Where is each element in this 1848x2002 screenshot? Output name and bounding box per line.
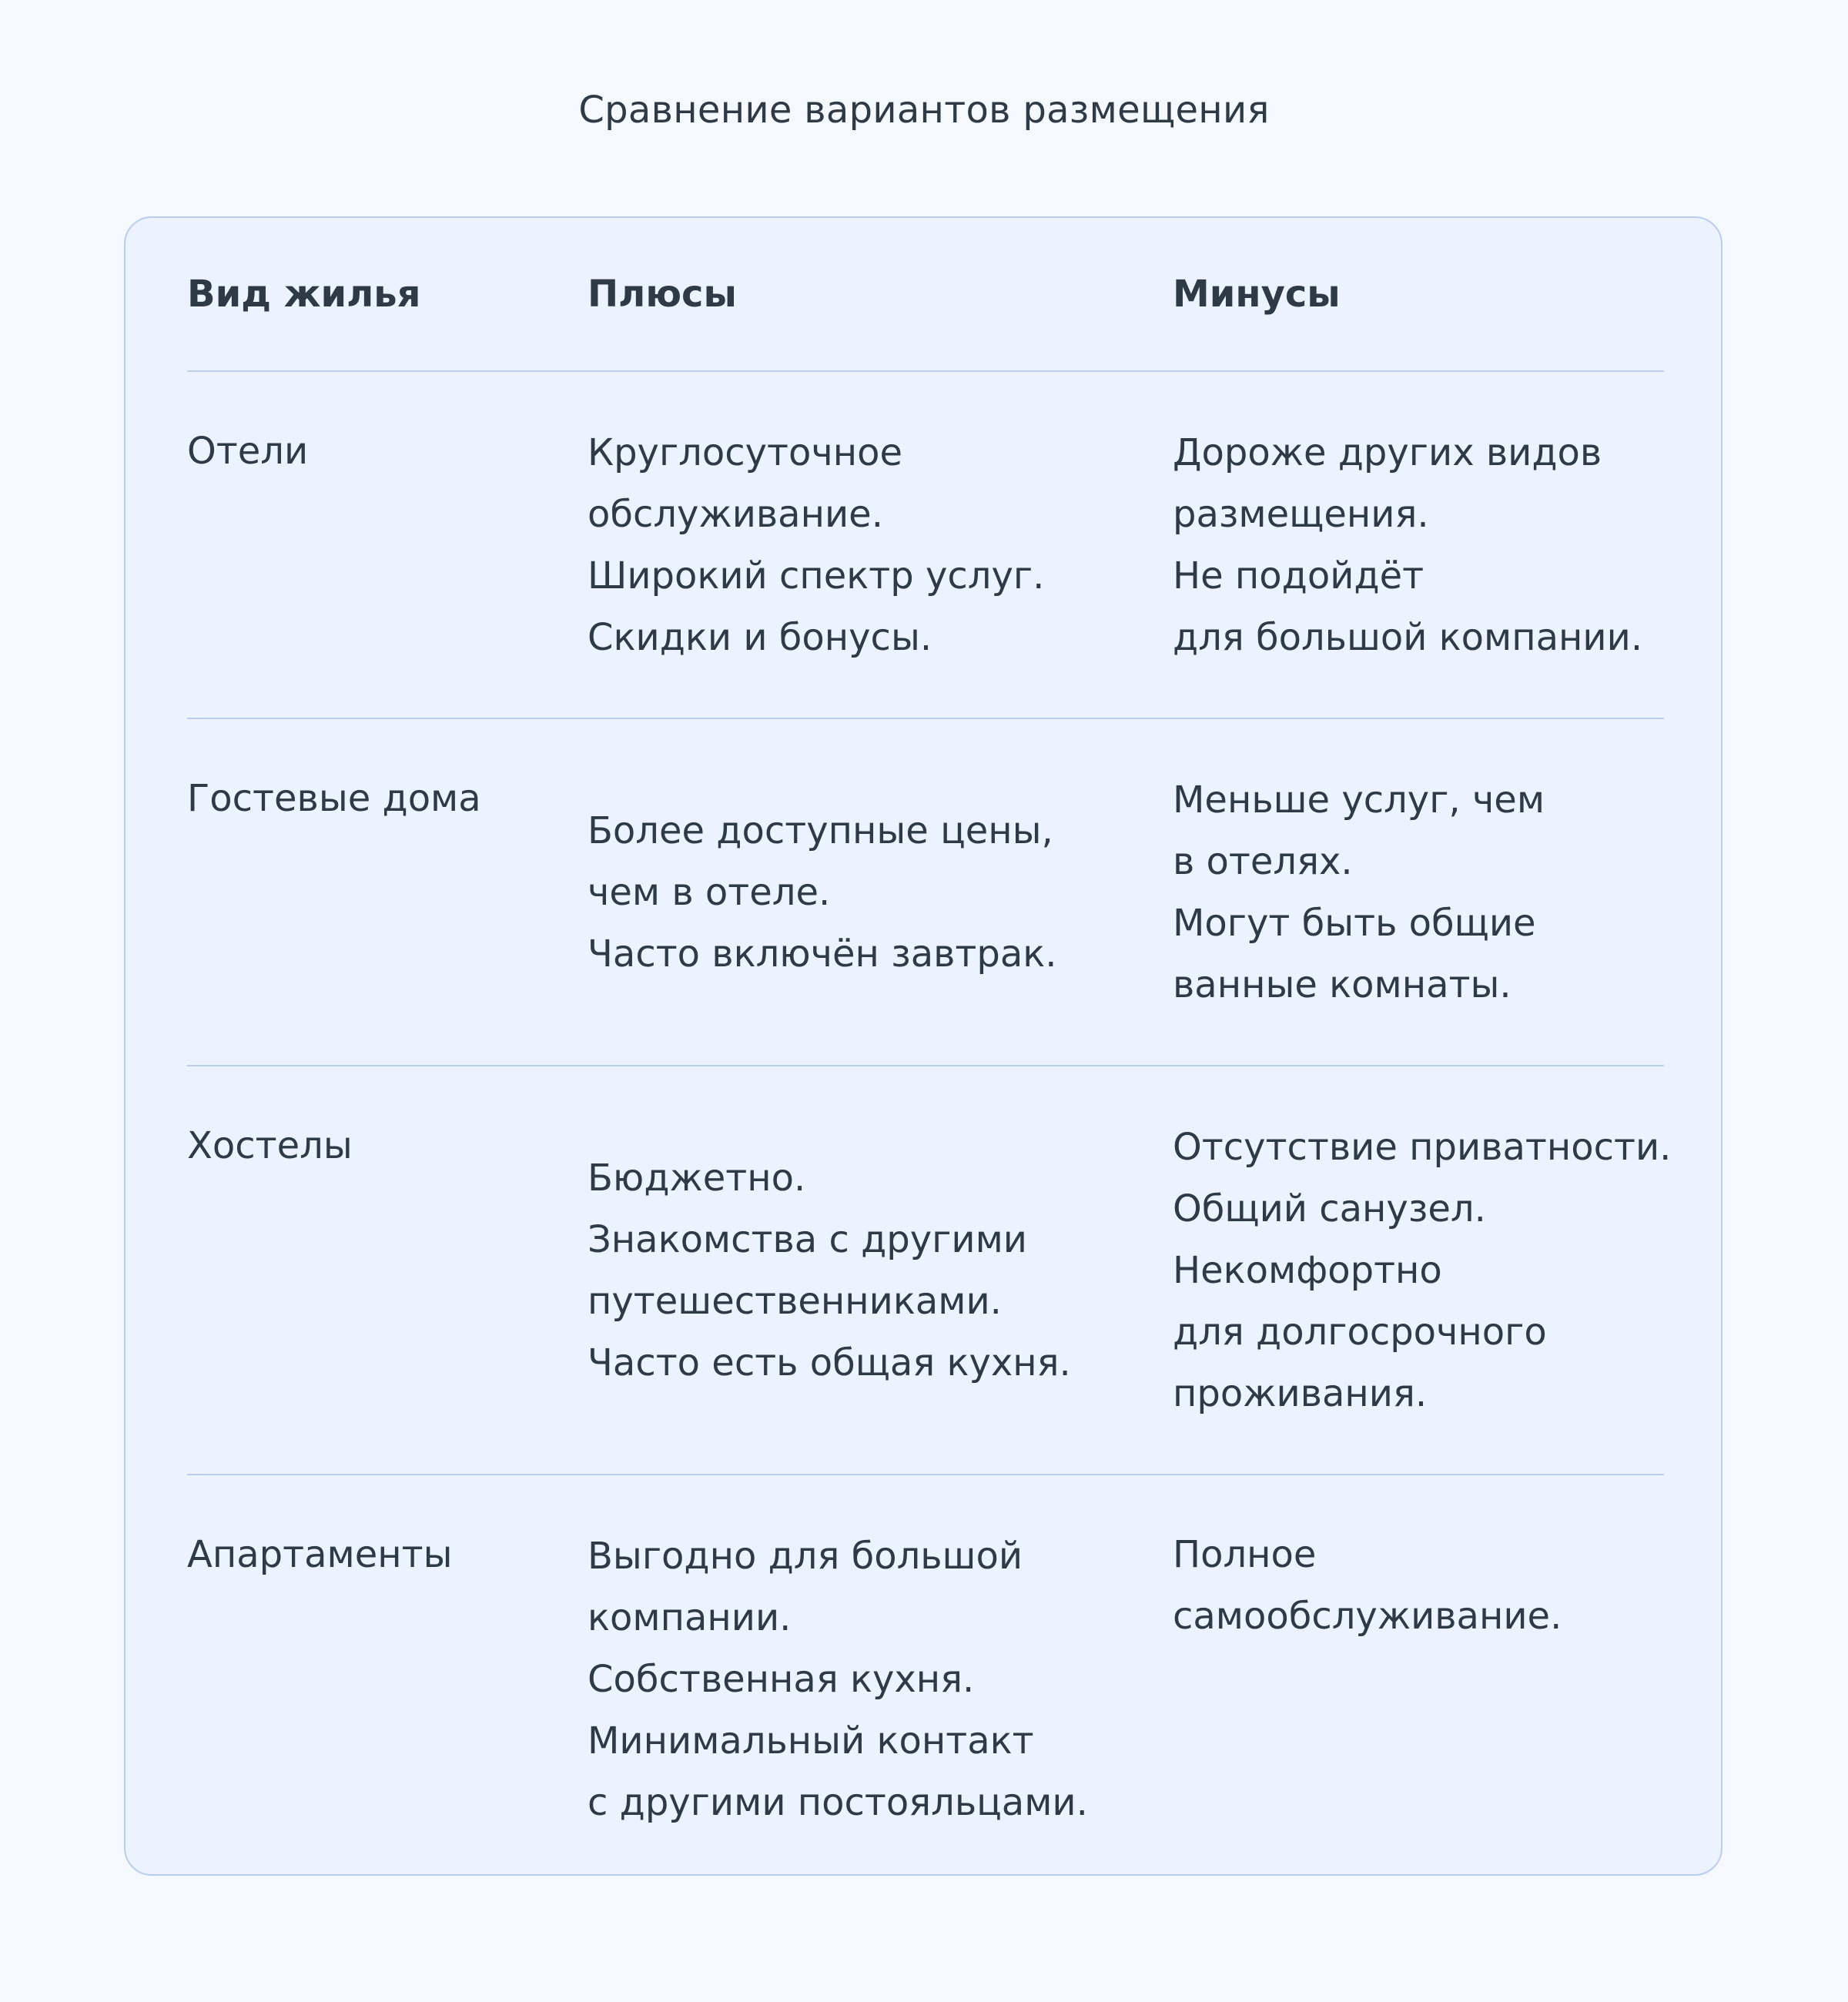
row-pros-hotels — [588, 371, 1173, 718]
row-type-hostels: Хостелы — [187, 1066, 588, 1475]
table-row — [187, 1475, 1664, 1876]
cons-line: самообслуживание. — [1173, 1595, 1562, 1638]
header-pros: Плюсы — [588, 218, 1173, 371]
row-cons-guesthouses — [1173, 718, 1664, 1066]
row-cons-apartments — [1173, 1475, 1664, 1876]
row-cons-hotels — [1173, 371, 1664, 718]
row-pros-guesthouses — [588, 718, 1173, 1066]
cons-line: в отелях. — [1173, 839, 1353, 883]
cons-line: Дороже других видов — [1173, 430, 1602, 474]
pros-line: Скидки и бонусы. — [588, 615, 932, 659]
cons-line: для долгосрочного — [1173, 1310, 1547, 1354]
pros-line: Минимальный контакт — [588, 1719, 1034, 1763]
pros-line: Часто есть общая кухня. — [588, 1341, 1071, 1384]
cons-line: размещения. — [1173, 492, 1429, 536]
cons-line: Полное — [1173, 1533, 1317, 1576]
pros-line: Более доступные цены, — [588, 808, 1053, 852]
table-row — [187, 1066, 1664, 1475]
header-type: Вид жилья — [187, 218, 588, 371]
comparison-table — [187, 218, 1672, 1876]
pros-line: Круглосуточное — [588, 430, 902, 474]
pros-line: Собственная кухня. — [588, 1657, 975, 1701]
cons-line: Меньше услуг, чем — [1173, 778, 1545, 822]
cons-line: Общий санузел. — [1173, 1187, 1486, 1230]
pros-line: чем в отеле. — [588, 870, 831, 914]
row-type-guesthouses: Гостевые дома — [187, 718, 588, 1066]
cons-line: Могут быть общие — [1173, 901, 1536, 945]
cons-line: Отсутствие приватности. — [1173, 1125, 1672, 1169]
cons-line: проживания. — [1173, 1371, 1428, 1415]
comparison-card — [124, 216, 1722, 1876]
pros-line: компании. — [588, 1595, 792, 1639]
row-pros-hostels — [588, 1066, 1173, 1475]
row-type-apartments: Апартаменты — [187, 1475, 588, 1876]
pros-line: путешественниками. — [588, 1279, 1002, 1323]
table-header-row — [187, 218, 1664, 371]
cons-line: для большой компании. — [1173, 615, 1643, 659]
pros-line: Знакомства с другими — [588, 1217, 1027, 1261]
header-cons: Минусы — [1173, 218, 1664, 371]
pros-line: с другими постояльцами. — [588, 1780, 1088, 1824]
table-row — [187, 371, 1664, 718]
row-type-hotels: Отели — [187, 371, 588, 718]
pros-line: Часто включён завтрак. — [588, 932, 1057, 976]
pros-line: Выгодно для большой — [588, 1534, 1023, 1578]
pros-line: обслуживание. — [588, 492, 883, 536]
table-row — [187, 718, 1664, 1066]
cons-line: Не подойдёт — [1173, 554, 1424, 598]
pros-line: Бюджетно. — [588, 1156, 806, 1200]
cons-line: Некомфортно — [1173, 1248, 1442, 1292]
pros-line: Широкий спектр услуг. — [588, 554, 1045, 598]
cons-line: ванные комнаты. — [1173, 962, 1512, 1006]
page-title: Сравнение вариантов размещения — [578, 89, 1270, 132]
row-pros-apartments — [588, 1475, 1173, 1876]
row-cons-hostels — [1173, 1066, 1672, 1475]
